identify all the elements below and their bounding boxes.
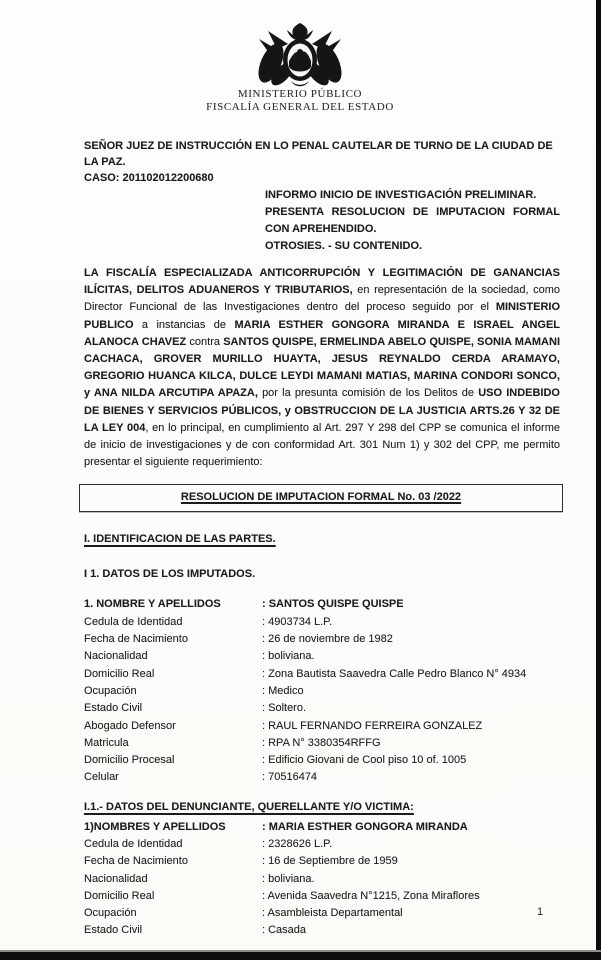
section-heading-denunciante: I.1.- DATOS DEL DENUNCIANTE, QUERELLANTE Y/O VICTIMA:: [84, 800, 414, 813]
field-value: : 70516474: [262, 771, 318, 784]
field-value: : RAUL FERNANDO FERREIRA GONZALEZ: [262, 719, 483, 732]
field-label: Estado Civil: [84, 702, 143, 715]
field-label: Cedula de Identidad: [84, 838, 183, 850]
field-value: : boliviana.: [262, 872, 315, 885]
scan-edge-right: [596, 0, 601, 960]
field-row: [84, 752, 560, 769]
field-label: Fecha de Nacimiento: [84, 855, 188, 868]
field-value: : 4903734 L.P.: [262, 615, 333, 628]
field-row: [84, 853, 560, 870]
intro-paragraph: LA FISCALÍA ESPECIALIZADA ANTICORRUPCIÓN Y LEGITIMACIÓN DE GANANCIAS ILÍCITAS, DELITOS ADUANEROS Y TRIBUTARIOS, en representación de la sociedad, como Director Funcional de las Investigaciones dentro del proceso seguido por el MINISTERIO PUBLICO a instancias de MARIA ESTHER GONGORA MIRANDA E ISRAEL ANGEL ALANOCA CHAVEZ contra SANTOS QUISPE, ERMELINDA ABELO QUISPE, SONIA MAMANI CACHACA, GROVER MURILLO HUAYTA, JESUS REYNALDO CERDA ARAMAYO, GREGORIO HUANCA KILCA, DULCE LEYDI MAMANI MATIAS, MARINA CONDORI SONCO, y ANA NILDA ARCUTIPA APAZA, por la presunta comisión de los Delitos de USO INDEBIDO DE BIENES Y SERVICIOS PÚBLICOS, y OBSTRUCCION DE LA JUSTICIA ARTS.26 Y 32 DE LA LEY 004, en lo principal, en cumplimiento al Art. 297 Y 298 del CPP se comunica el informe de inicio de investigaciones y de con conformidad Art. 301 Num 1) y 302 del CPP, me permito presentar el siguiente requerimiento:: [84, 267, 561, 469]
field-row: [84, 666, 560, 683]
field-label: 1. NOMBRE Y APELLIDOS: [84, 598, 221, 611]
field-row: [84, 614, 560, 631]
field-label: Abogado Defensor: [84, 719, 176, 732]
field-label: Nacionalidad: [84, 872, 148, 885]
page-number: 1: [537, 906, 544, 918]
field-row: [84, 683, 560, 700]
bolivia-coat-of-arms-icon: [238, 22, 362, 88]
field-row: [84, 888, 560, 905]
field-value: : Avenida Saavedra N°1215, Zona Miraflores: [262, 889, 480, 902]
field-row: [84, 648, 560, 665]
subject-block: [265, 187, 560, 255]
field-row: [84, 769, 560, 786]
section-heading-identificacion: I. IDENTIFICACION DE LAS PARTES.: [84, 533, 276, 546]
section-heading-imputados: I 1. DATOS DE LOS IMPUTADOS.: [84, 568, 256, 581]
case-number: CASO: 201102012200680: [84, 172, 214, 184]
field-row: [84, 596, 560, 613]
field-row: [84, 871, 560, 888]
field-label: Estado Civil: [84, 924, 143, 937]
field-label: Nacionalidad: [84, 650, 148, 663]
field-value: : boliviana.: [262, 650, 315, 663]
field-row: [84, 905, 560, 922]
field-value: : Soltero.: [262, 702, 307, 715]
scan-edge-bottom: [0, 950, 601, 960]
field-value: : Casada: [262, 924, 307, 937]
field-value: : Edificio Giovani de Cool piso 10 of. 1005: [262, 754, 467, 767]
resolution-title: RESOLUCION DE IMPUTACION FORMAL No. 03 /2022: [180, 491, 462, 504]
field-label: 1)NOMBRES Y APELLIDOS: [84, 820, 226, 833]
document-header: [62, 22, 538, 114]
imputado-data-table: [84, 596, 560, 786]
field-label: Domicilio Real: [84, 889, 155, 902]
field-value: : Zona Bautista Saavedra Calle Pedro Blanco N° 4934: [262, 667, 527, 680]
field-value: : 16 de Septiembre de 1959: [262, 855, 398, 868]
field-value: : Asambleista Departamental: [262, 907, 403, 920]
subject-line: OTROSIES. - SU CONTENIDO.: [265, 240, 423, 252]
field-label: Fecha de Nacimiento: [84, 633, 188, 646]
addressee-line: SEÑOR JUEZ DE INSTRUCCIÓN EN LO PENAL CAUTELAR DE TURNO DE LA CIUDAD DE LA PAZ.: [84, 140, 553, 168]
field-value: : MARIA ESTHER GONGORA MIRANDA: [262, 820, 468, 833]
field-label: Matricula: [84, 736, 129, 749]
field-label: Ocupación: [84, 907, 137, 920]
denunciante-data-table: [84, 819, 560, 940]
resolution-title-box: [79, 484, 563, 512]
field-value: : 26 de noviembre de 1982: [262, 633, 393, 646]
subject-line: INFORMO INICIO DE INVESTIGACIÓN PRELIMINAR.: [265, 189, 537, 201]
field-row: [84, 700, 560, 717]
field-label: Ocupación: [84, 684, 137, 697]
field-row: [84, 922, 560, 939]
field-label: Domicilio Real: [84, 667, 155, 680]
field-value: : Medico: [262, 684, 304, 697]
fiscalia-name: FISCALÍA GENERAL DEL ESTADO: [206, 101, 394, 113]
field-value: : 2328626 L.P.: [262, 838, 333, 850]
field-value: : SANTOS QUISPE QUISPE: [262, 598, 404, 611]
document-content: [84, 0, 560, 940]
field-label: Domicilio Procesal: [84, 754, 175, 767]
field-label: Cedula de Identidad: [84, 615, 183, 628]
subject-line: PRESENTA RESOLUCION DE IMPUTACION FORMAL CON APREHENDIDO.: [265, 206, 560, 235]
field-row: [84, 819, 560, 836]
ministry-name: MINISTERIO PÚBLICO: [237, 88, 363, 100]
field-row: [84, 718, 560, 735]
field-row: [84, 836, 560, 853]
field-row: [84, 631, 560, 648]
field-value: : RPA N° 3380354RFFG: [262, 736, 381, 749]
field-label: Celular: [84, 771, 119, 784]
field-row: [84, 735, 560, 752]
